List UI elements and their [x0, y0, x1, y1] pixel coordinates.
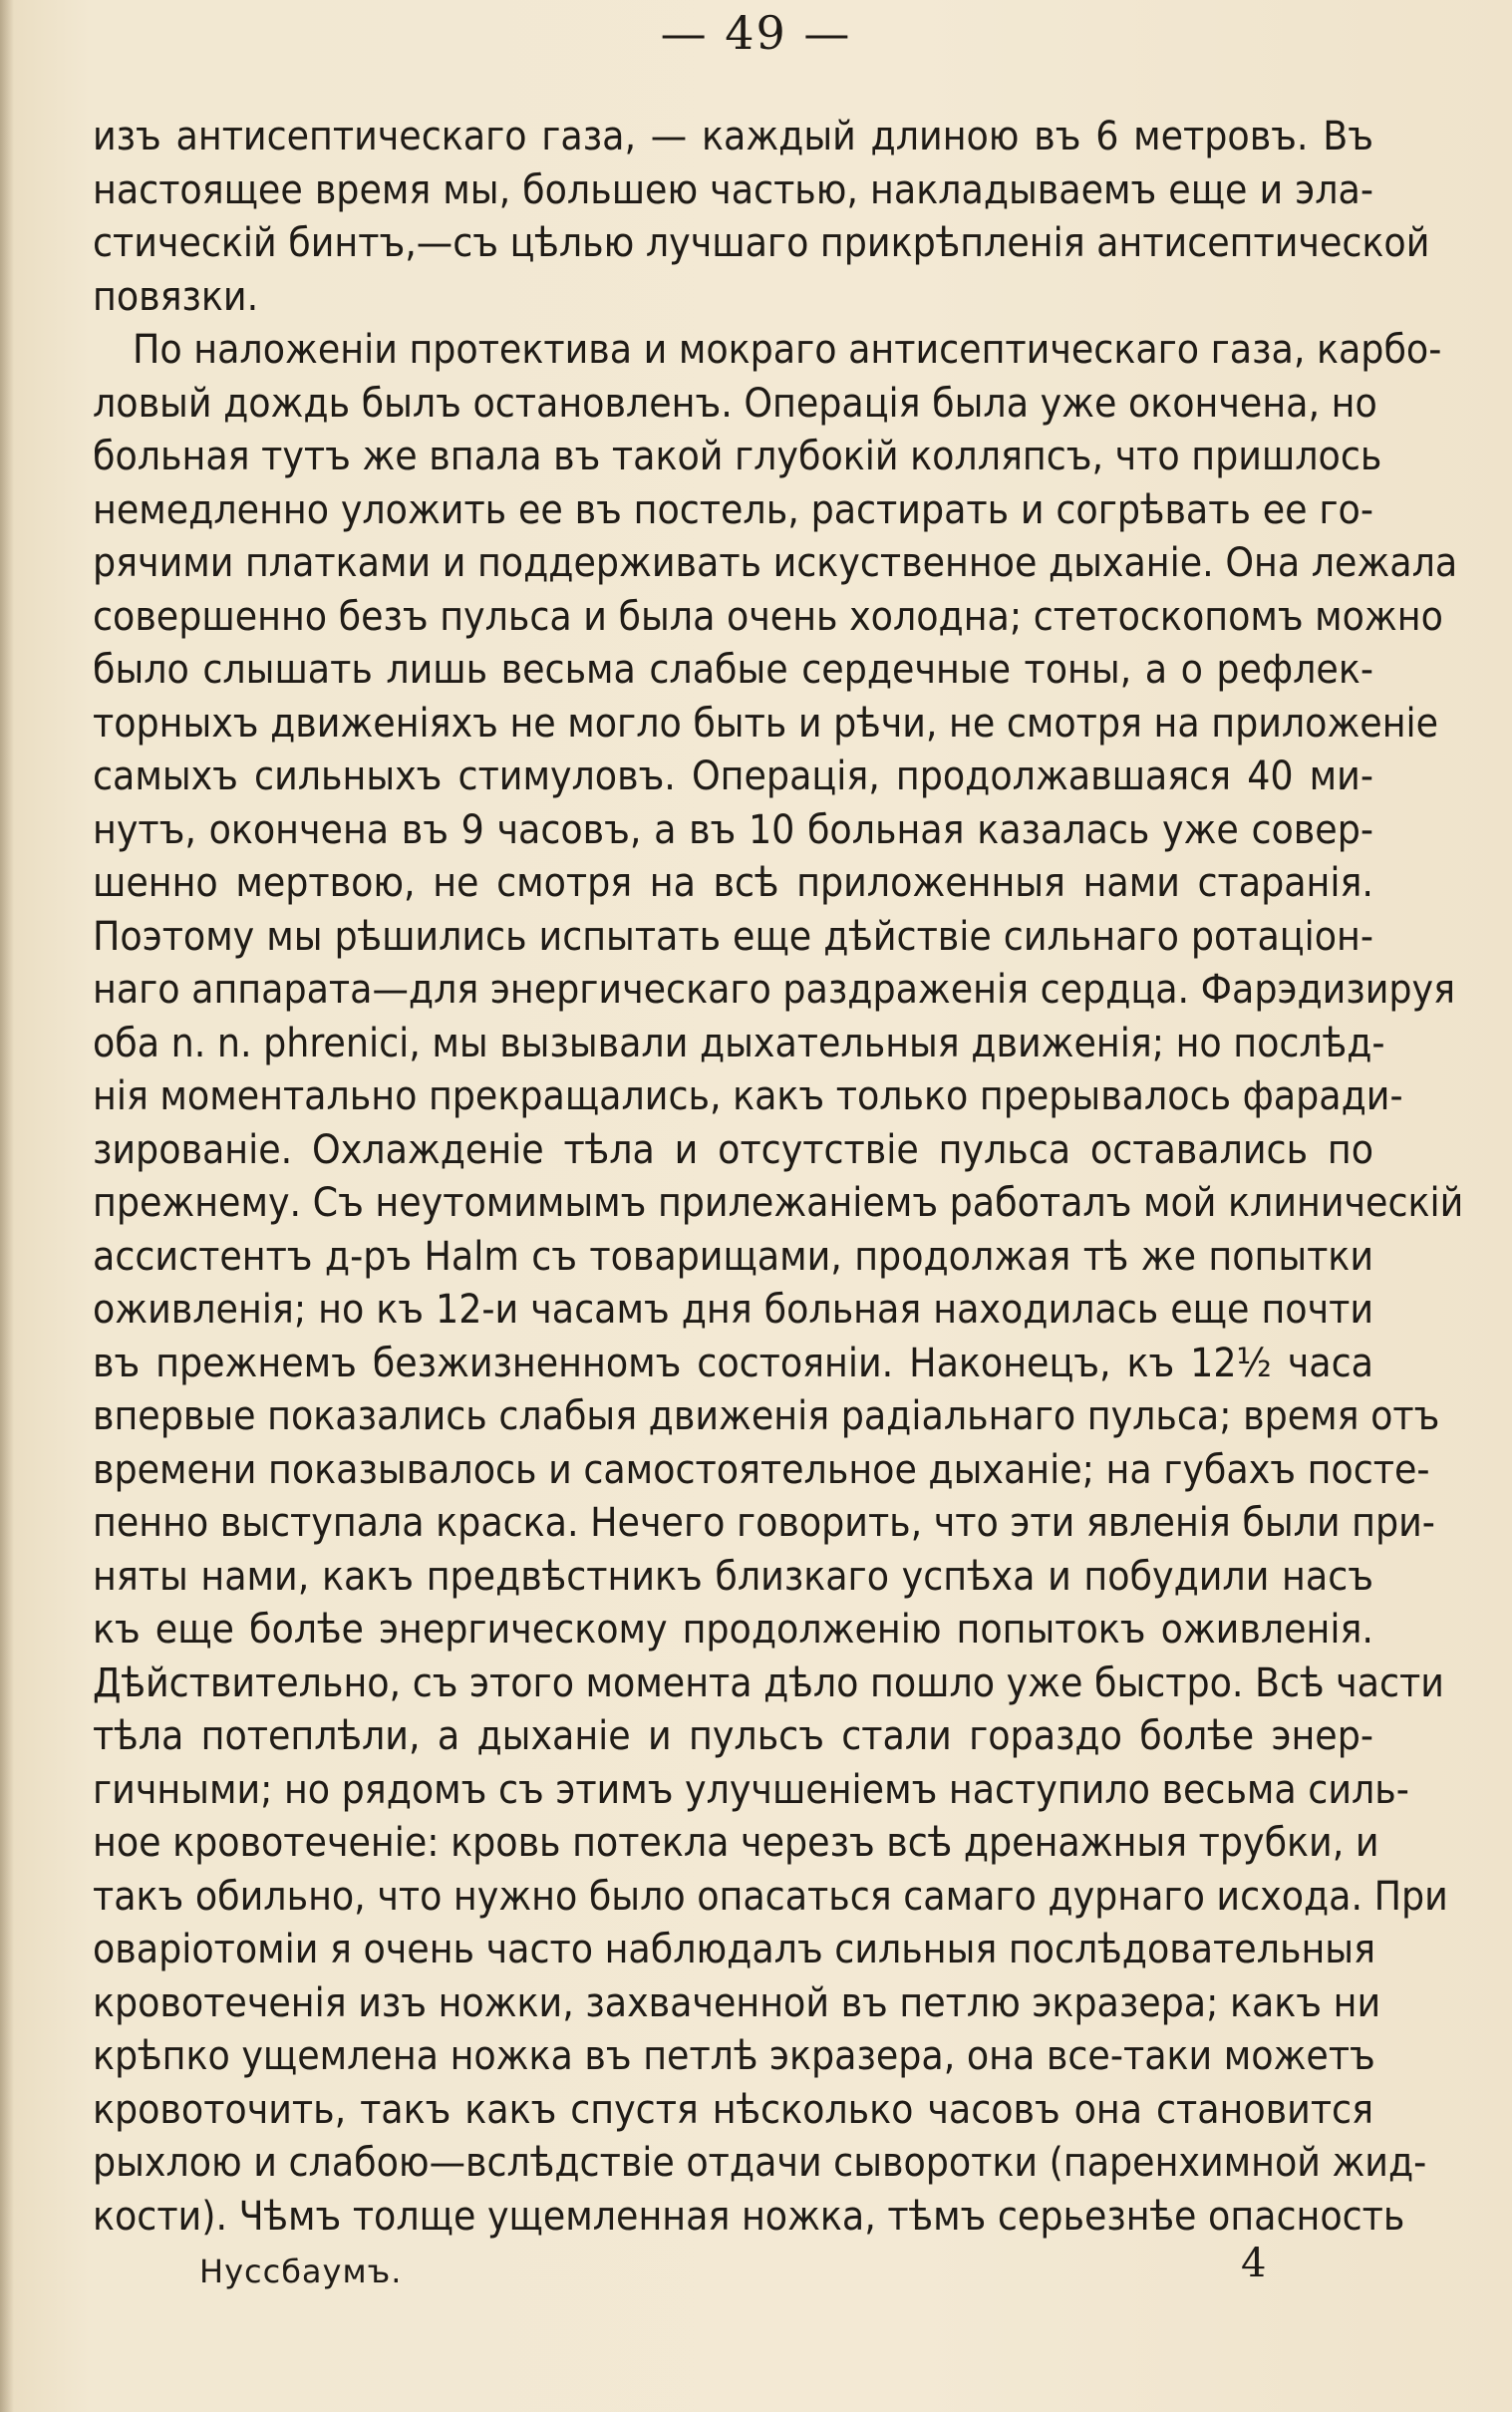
text-line: къ еще болѣе энергическому продолженію попытокъ оживленія.: [93, 1605, 1373, 1653]
footer-author: Нуссбаумъ.: [199, 2253, 403, 2290]
text-line: времени показывалось и самостоятельное дыханіе; на губахъ посте-: [93, 1444, 1430, 1493]
text-line: было слышать лишь весьма слабые сердечные тоны, а о рефлек-: [93, 645, 1373, 693]
text-line: повязки.: [93, 271, 259, 320]
text-line: рячими платками и поддерживать искуственное дыханіе. Она лежала: [93, 538, 1458, 586]
text-line: торныхъ движеніяхъ не могло быть и рѣчи, не смотря на приложеніе: [93, 698, 1439, 747]
text-line: тѣла потеплѣли, а дыханіе и пульсъ стали гораздо болѣе энер-: [93, 1711, 1373, 1759]
text-line: прежнему. Съ неутомимымъ прилежаніемъ работалъ мой клиническій: [93, 1178, 1464, 1226]
text-line: оваріотоміи я очень часто наблюдалъ сильныя послѣдовательныя: [93, 1925, 1375, 1972]
text-line: стическій бинтъ,—съ цѣлью лучшаго прикрѣпленія антисептической: [93, 218, 1430, 266]
text-line: кости). Чѣмъ толще ущемленная ножка, тѣмъ серьезнѣе опасность: [93, 2191, 1405, 2240]
text-line: ассистентъ д-ръ Halm съ товарищами, продолжая тѣ же попытки: [93, 1231, 1373, 1280]
text-line: Поэтому мы рѣшились испытать еще дѣйствіе сильнаго ротаціон-: [93, 911, 1373, 960]
spine-shadow: [0, 0, 14, 2412]
text-line: такъ обильно, что нужно было опасаться самаго дурнаго исхода. При: [93, 1871, 1448, 1920]
text-line: больная тутъ же впала въ такой глубокій колляпсъ, что пришлось: [93, 432, 1382, 479]
text-line: оживленія; но къ 12-и часамъ дня больная находилась еще почти: [93, 1285, 1373, 1333]
text-line: ловый дождь былъ остановленъ. Операція была уже окончена, но: [93, 378, 1377, 427]
paragraph-first-line: По наложеніи протектива и мокраго антисептическаго газа, карбо-: [133, 325, 1442, 373]
text-line: крѣпко ущемлена ножка въ петлѣ экразера, она все-таки можетъ: [93, 2031, 1375, 2079]
text-line: ное кровотеченіе: кровь потекла черезъ всѣ дренажныя трубки, и: [93, 1818, 1379, 1866]
text-line: нутъ, окончена въ 9 часовъ, а въ 10 больная казалась уже совер-: [93, 804, 1373, 853]
text-line: кровоточить, такъ какъ спустя нѣсколько часовъ она становится: [93, 2084, 1373, 2133]
signature-mark: 4: [1241, 2241, 1267, 2286]
text-line: пенно выступала краска. Нечего говорить, что эти явленія были при-: [93, 1498, 1435, 1546]
text-line: гичными; но рядомъ съ этимъ улучшеніемъ наступило весьма силь-: [93, 1764, 1409, 1813]
text-line: впервые показались слабыя движенія радіальнаго пульса; время отъ: [93, 1391, 1440, 1439]
page-number: — 49 —: [660, 6, 852, 60]
text-line: самыхъ сильныхъ стимуловъ. Операція, продолжавшаяся 40 ми-: [93, 752, 1373, 799]
text-line: въ прежнемъ безжизненномъ состояніи. Наконецъ, къ 12½ часа: [93, 1338, 1373, 1386]
text-line: зированіе. Охлажденіе тѣла и отсутствіе пульса оставались по: [93, 1124, 1373, 1173]
text-line: совершенно безъ пульса и была очень холодна; стетоскопомъ можно: [93, 591, 1443, 640]
text-line: немедленно уложить ее въ постель, растирать и согрѣвать ее го-: [93, 484, 1373, 533]
text-line: шенно мертвою, не смотря на всѣ приложенныя нами старанія.: [93, 858, 1373, 906]
text-line: настоящее время мы, большею частью, накладываемъ еще и эла-: [93, 164, 1373, 213]
text-line: кровотеченія изъ ножки, захваченной въ петлю экразера; какъ ни: [93, 1977, 1381, 2026]
main-text: [93, 110, 1464, 2243]
text-line: наго аппарата—для энергическаго раздраженія сердца. Фарэдизируя: [93, 965, 1455, 1013]
text-line: нія моментально прекращались, какъ только прерывалось фаради-: [93, 1071, 1403, 1119]
text-line: Дѣйствительно, съ этого момента дѣло пошло уже быстро. Всѣ части: [93, 1658, 1444, 1706]
text-line: изъ антисептическаго газа, — каждый длиною въ 6 метровъ. Въ: [93, 112, 1373, 159]
text-line: няты нами, какъ предвѣстникъ близкаго успѣха и побудили насъ: [93, 1551, 1373, 1600]
text-line: оба n. n. phrenici, мы вызывали дыхательныя движенія; но послѣд-: [93, 1018, 1385, 1066]
text-line: рыхлою и слабою—вслѣдствіе отдачи сыворотки (паренхимной жид-: [93, 2138, 1427, 2186]
